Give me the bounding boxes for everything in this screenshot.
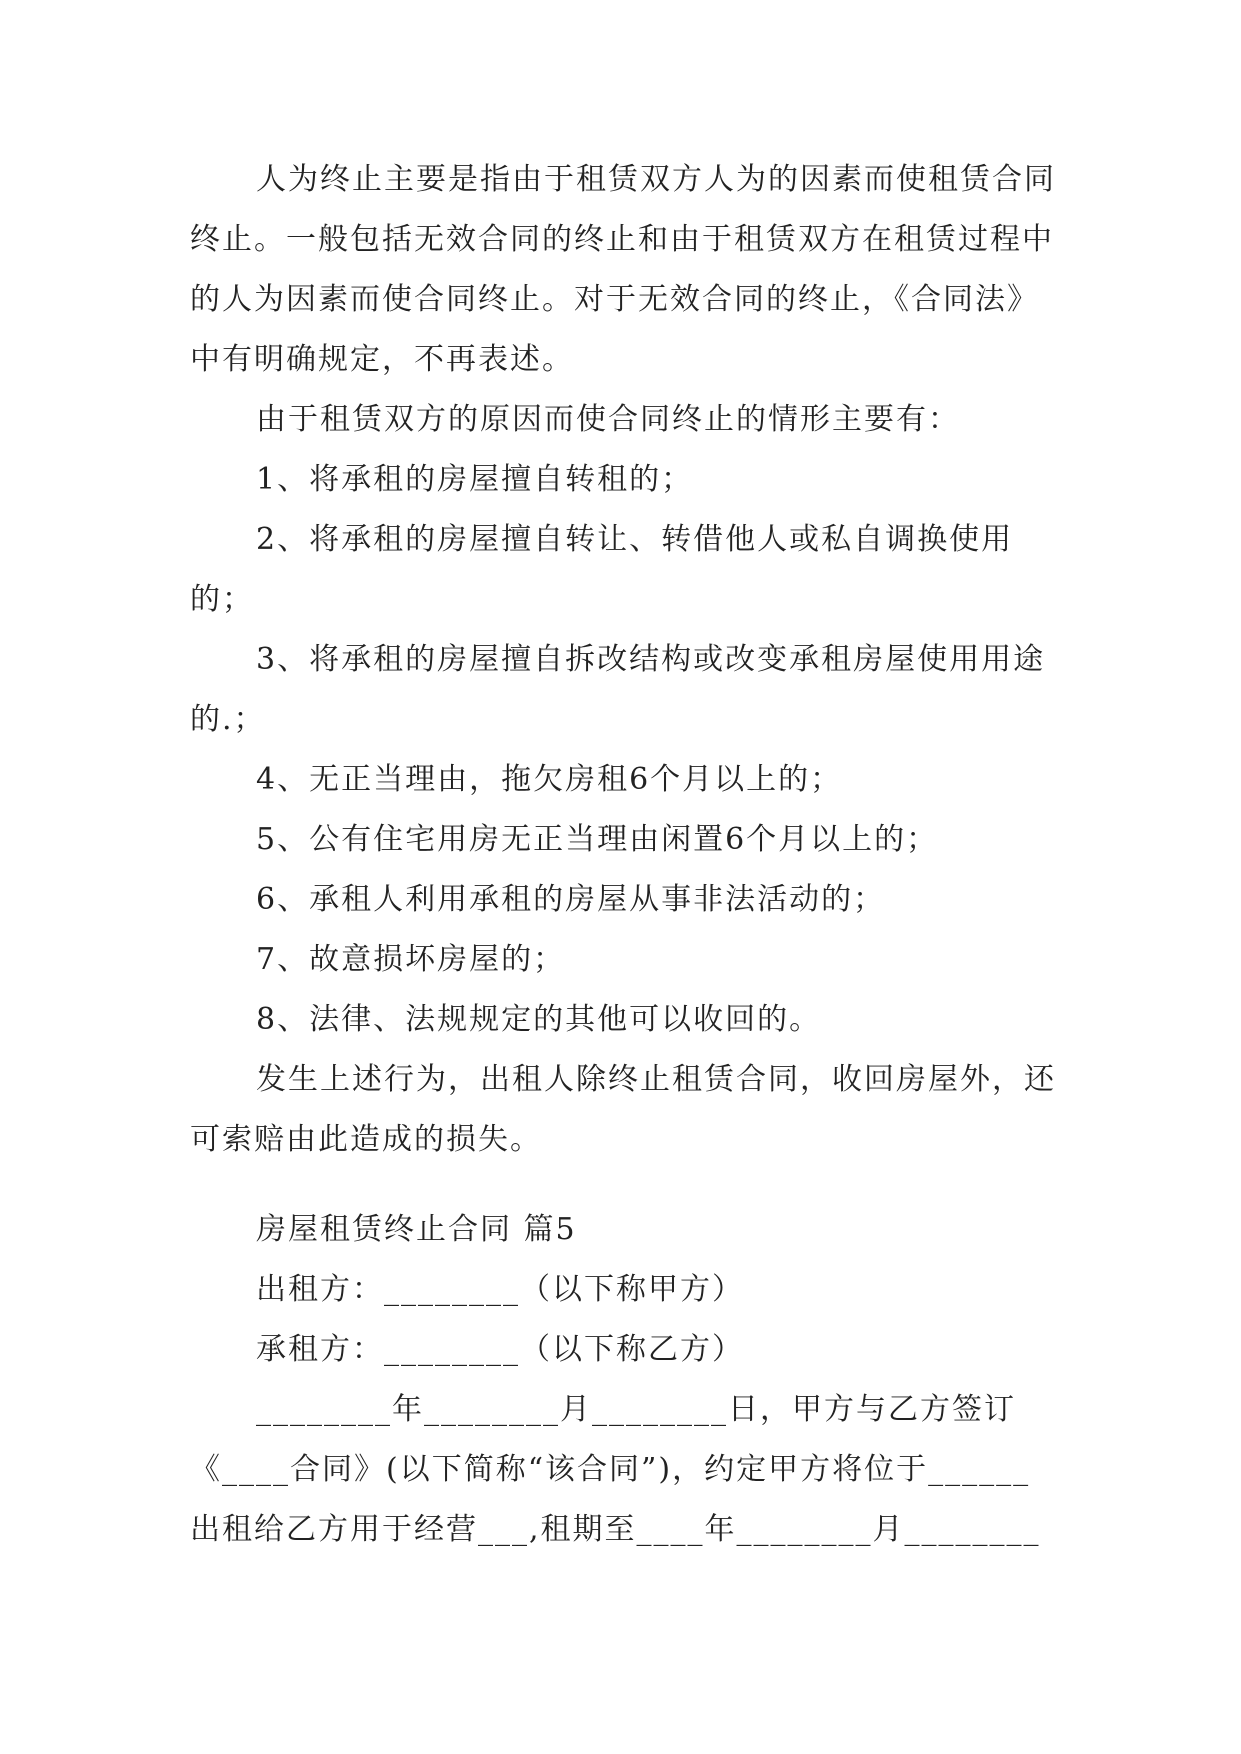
- list-item: 1、将承租的房屋擅自转租的；: [256, 462, 694, 497]
- list-item: 2、将承租的房屋擅自转让、转借他人或私自调换使用的；: [190, 522, 1014, 617]
- list-item: 8、法律、法规规定的其他可以收回的。: [256, 1002, 822, 1037]
- lessor-line: 出租方：________（以下称甲方）: [256, 1272, 744, 1307]
- document-body: [190, 150, 1060, 1170]
- paragraph-compensation: 发生上述行为，出租人除终止租赁合同，收回房屋外，还可索赔由此造成的损失。: [190, 1062, 1056, 1157]
- lease-term-line: 出租给乙方用于经营___,租期至____年________月________: [190, 1512, 1041, 1547]
- section-title: 房屋租赁终止合同 篇5: [256, 1212, 577, 1247]
- list-item: 3、将承租的房屋擅自拆改结构或改变承租房屋使用用途的.；: [190, 642, 1046, 737]
- paragraph-termination-cases-intro: 由于租赁双方的原因而使合同终止的情形主要有：: [256, 402, 960, 437]
- paragraph-termination-definition: 人为终止主要是指由于租赁双方人为的因素而使租赁合同终止。一般包括无效合同的终止和由于租赁双方在租赁过程中的人为因素而使合同终止。对于无效合同的终止，《合同法》中有明确规定，不再表述。: [190, 162, 1056, 377]
- contract-section: [190, 1200, 1060, 1560]
- list-item: 4、无正当理由，拖欠房租6个月以上的；: [256, 762, 843, 797]
- list-item: 6、承租人利用承租的房屋从事非法活动的；: [256, 882, 886, 917]
- list-item: 7、故意损坏房屋的；: [256, 942, 566, 977]
- lessee-line: 承租方：________（以下称乙方）: [256, 1332, 744, 1367]
- list-item: 5、公有住宅用房无正当理由闲置6个月以上的；: [256, 822, 939, 857]
- contract-date-line: ________年________月________日，甲方与乙方签订: [256, 1392, 1016, 1427]
- contract-reference-line: 《____合同》(以下简称“该合同”)，约定甲方将位于______: [190, 1452, 1031, 1487]
